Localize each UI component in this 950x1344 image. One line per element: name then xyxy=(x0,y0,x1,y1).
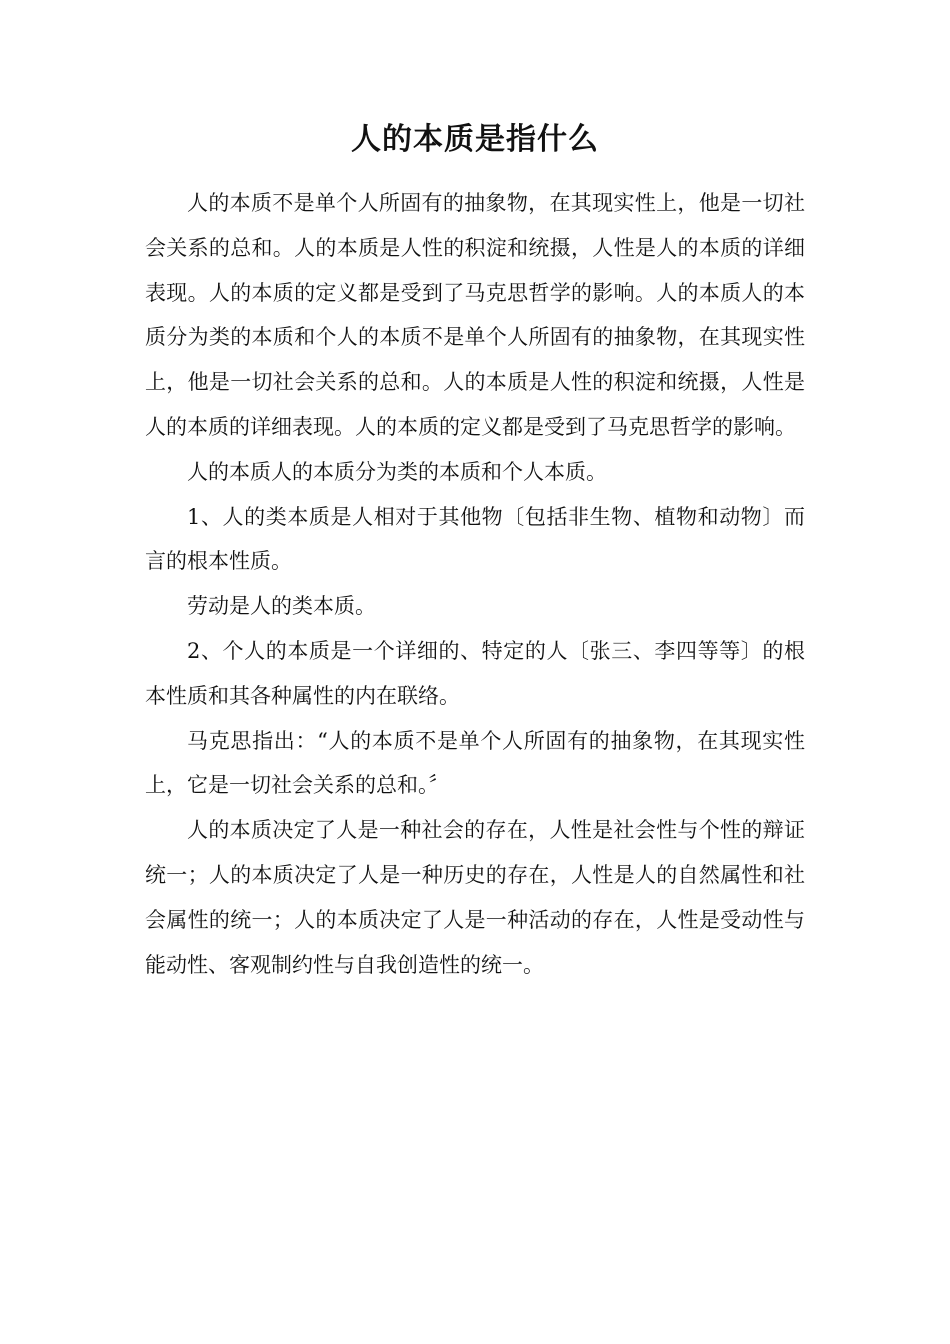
document-title: 人的本质是指什么 xyxy=(351,122,599,157)
paragraph-7: 人的本质决定了人是一种社会的存在，人性是社会性与个性的辩证统一；人的本质决定了人是一种历史的存在，人性是人的自然属性和社会属性的统一；人的本质决定了人是一种活动的存在，人性是受动性与能动性、客观制约性与自我创造性的统一。 xyxy=(145,818,805,977)
paragraph-4: 劳动是人的类本质。 xyxy=(187,594,376,619)
paragraph-2: 人的本质人的本质分为类的本质和个人本质。 xyxy=(187,459,607,484)
paragraph-1: 人的本质不是单个人所固有的抽象物，在其现实性上，他是一切社会关系的总和。人的本质是人性的积淀和统摄，人性是人的本质的详细表现。人的本质的定义都是受到了马克思哲学的影响。人的本质人的本质分为类的本质和个人的本质不是单个人所固有的抽象物，在其现实性上，他是一切社会关系的总和。人的本质是人性的积淀和统摄，人性是人的本质的详细表现。人的本质的定义都是受到了马克思哲学的影响。 xyxy=(145,191,805,439)
paragraph-3: 1、人的类本质是人相对于其他物〔包括非生物、植物和动物〕而言的根本性质。 xyxy=(145,504,805,574)
paragraph-6: 马克思指出：“人的本质不是单个人所固有的抽象物，在其现实性上，它是一切社会关系的总和。〞 xyxy=(145,728,805,798)
document-body xyxy=(145,181,805,987)
paragraph-5: 2、个人的本质是一个详细的、特定的人〔张三、李四等等〕的根本性质和其各种属性的内在联络。 xyxy=(145,638,805,708)
